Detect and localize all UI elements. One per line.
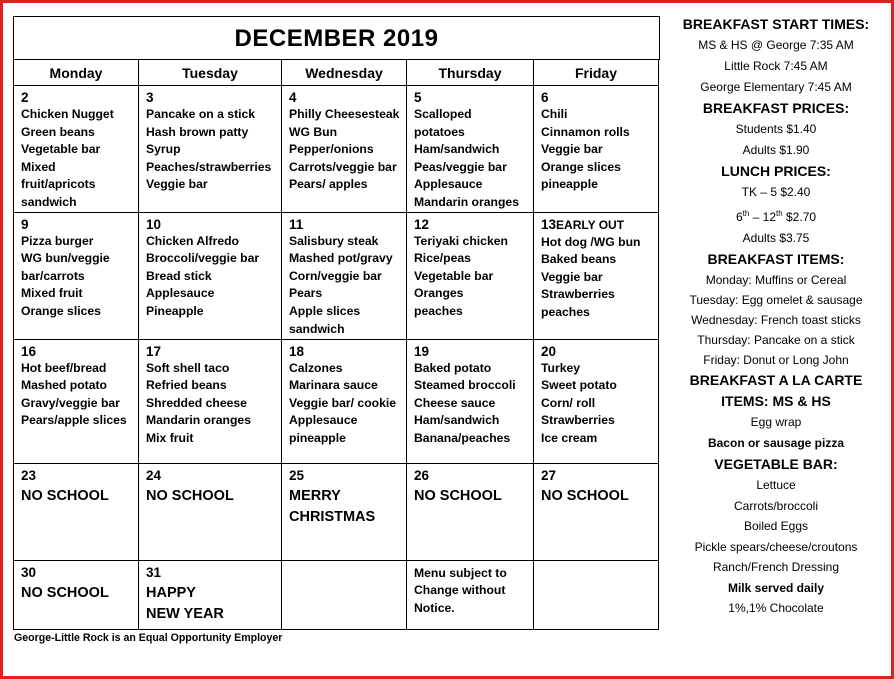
menu-item: Applesauce — [146, 286, 215, 301]
day-cell — [407, 560, 534, 629]
day-cell — [139, 463, 282, 560]
menu-item: Strawberries — [541, 413, 615, 428]
veg-bar-item: Lettuce — [756, 478, 796, 492]
menu-item: Soft shell taco — [146, 360, 230, 375]
menu-item: Mandarin oranges — [414, 194, 519, 209]
menu-item: Mixed fruit — [21, 286, 83, 301]
weekday-header: Tuesday — [139, 60, 282, 86]
day-cell — [534, 339, 659, 463]
menu-item: Cheese sauce — [414, 395, 496, 410]
menu-item: Marinara sauce — [289, 378, 378, 393]
menu-item: Pears/ apples — [289, 177, 368, 192]
day-number: 9 — [21, 216, 29, 232]
veg-bar-item: Carrots/broccoli — [733, 498, 819, 513]
menu-item: Orange slices — [541, 159, 621, 174]
week-row — [14, 463, 659, 560]
breakfast-item: Monday: Muffins or Cereal — [705, 273, 847, 287]
day-cell — [282, 212, 407, 339]
menu-item: Veggie bar — [146, 177, 208, 192]
day-status: CHRISTMAS — [289, 508, 376, 525]
menu-item: Pears — [289, 286, 323, 301]
day-cell — [534, 212, 659, 339]
day-cell — [282, 86, 407, 213]
day-note: EARLY OUT — [556, 217, 625, 232]
menu-item: Broccoli/veggie bar — [146, 251, 260, 266]
day-number: 18 — [289, 343, 305, 359]
menu-item: Scalloped — [414, 107, 472, 121]
menu-item: Change without — [414, 583, 506, 598]
day-status: NO SCHOOL — [21, 487, 109, 504]
day-number: 2 — [21, 90, 29, 105]
day-number: 13EARLY OUT — [541, 216, 625, 232]
day-cell — [282, 339, 407, 463]
menu-item: Shredded cheese — [146, 395, 247, 410]
day-number: 6 — [541, 90, 549, 105]
day-cell — [407, 463, 534, 560]
weekday-header: Thursday — [407, 60, 534, 86]
menu-item: Baked beans — [541, 252, 617, 267]
day-cell — [139, 560, 282, 629]
veg-bar-heading: VEGETABLE BAR: — [714, 456, 838, 472]
menu-item: Ham/sandwich — [414, 142, 500, 157]
lunch-prices-heading: LUNCH PRICES: — [721, 163, 831, 179]
menu-item: Mixed — [21, 159, 56, 174]
menu-item: Corn/veggie bar — [289, 268, 382, 283]
lunch-price-adults: Adults $3.75 — [742, 231, 810, 245]
menu-item: Bread stick — [146, 268, 212, 283]
menu-item: Pears/apple slices — [21, 413, 127, 428]
menu-item: Baked potato — [414, 360, 492, 375]
menu-item: WG bun/veggie — [21, 251, 110, 266]
day-number: 26 — [414, 467, 430, 483]
day-number: 4 — [289, 90, 297, 105]
menu-item: Banana/peaches — [414, 430, 511, 445]
menu-item: Hot dog /WG bun — [541, 234, 641, 249]
day-number: 19 — [414, 343, 430, 359]
equal-opportunity-footer: George-Little Rock is an Equal Opportunity Employer — [14, 632, 283, 644]
menu-item: Cinnamon rolls — [541, 124, 630, 139]
day-number: 5 — [414, 90, 422, 105]
day-cell — [534, 86, 659, 213]
menu-item: Hash brown patty — [146, 124, 249, 139]
day-status: NO SCHOOL — [541, 487, 629, 504]
day-cell — [14, 339, 139, 463]
lunch-price-6-12: 6th – 12th $2.70 — [735, 209, 817, 224]
day-cell — [282, 463, 407, 560]
menu-calendar — [13, 59, 659, 630]
milk-heading: Milk served daily — [727, 580, 825, 595]
menu-item: Veggie bar — [541, 269, 603, 284]
menu-item: fruit/apricots — [21, 177, 96, 192]
day-number: 24 — [146, 467, 162, 483]
day-number: 23 — [21, 467, 37, 483]
weekday-header-row — [14, 60, 659, 86]
menu-item: Rice/peas — [414, 251, 471, 266]
milk-item: 1%,1% Chocolate — [728, 601, 824, 615]
alacarte-item: Egg wrap — [750, 415, 802, 429]
menu-item: Veggie bar/ cookie — [289, 395, 397, 410]
breakfast-prices-heading: BREAKFAST PRICES: — [702, 100, 850, 116]
breakfast-item: Thursday: Pancake on a stick — [697, 333, 855, 347]
day-cell — [14, 86, 139, 213]
menu-item: Ice cream — [541, 430, 598, 445]
day-number: 25 — [289, 467, 305, 483]
menu-item: Calzones — [289, 360, 343, 375]
menu-item: Gravy/veggie bar — [21, 395, 120, 410]
menu-item: Oranges — [414, 286, 464, 301]
lunch-price-tk5: TK – 5 $2.40 — [741, 185, 811, 199]
day-status: NEW YEAR — [146, 605, 224, 622]
veg-bar-item: Ranch/French Dressing — [712, 560, 840, 574]
menu-item: Pineapple — [146, 303, 204, 318]
menu-item: Peaches/strawberries — [146, 159, 272, 174]
day-cell — [534, 560, 659, 629]
day-number: 10 — [146, 216, 162, 232]
menu-item: Peas/veggie bar — [414, 159, 507, 174]
menu-item: peaches — [541, 304, 590, 319]
day-cell — [282, 560, 407, 629]
day-cell — [14, 463, 139, 560]
menu-item: Corn/ roll — [541, 395, 596, 410]
day-number: 3 — [146, 90, 154, 105]
menu-item: Salisbury steak — [289, 233, 379, 248]
menu-item: Pepper/onions — [289, 142, 374, 157]
breakfast-item: Tuesday: Egg omelet & sausage — [689, 293, 863, 307]
menu-item: WG Bun — [289, 124, 338, 139]
day-cell — [407, 212, 534, 339]
menu-item: sandwich — [289, 321, 345, 336]
day-number: 20 — [541, 343, 557, 359]
menu-item: bar/carrots — [21, 268, 85, 283]
day-number: 12 — [414, 216, 430, 232]
menu-item: Turkey — [541, 360, 581, 375]
menu-item: Carrots/veggie bar — [289, 159, 397, 174]
breakfast-time: MS & HS @ George 7:35 AM — [698, 38, 854, 52]
day-number: 17 — [146, 343, 162, 359]
day-cell — [407, 86, 534, 213]
menu-item: Refried beans — [146, 378, 227, 393]
day-status: NO SCHOOL — [21, 584, 109, 601]
breakfast-times-heading: BREAKFAST START TIMES: — [682, 16, 870, 32]
menu-item: Teriyaki chicken — [414, 233, 508, 248]
calendar-title: DECEMBER 2019 — [13, 16, 660, 60]
week-row — [14, 339, 659, 463]
week-row — [14, 212, 659, 339]
breakfast-time: George Elementary 7:45 AM — [700, 80, 852, 94]
day-cell — [14, 212, 139, 339]
weekday-header: Wednesday — [282, 60, 407, 86]
veg-bar-item: Boiled Eggs — [743, 519, 809, 533]
menu-item: Mashed potato — [21, 378, 107, 393]
week-row — [14, 560, 659, 629]
breakfast-time: Little Rock 7:45 AM — [724, 59, 828, 73]
day-status: NO SCHOOL — [146, 487, 234, 504]
menu-item: peaches — [414, 303, 463, 318]
menu-item: Sweet potato — [541, 378, 617, 393]
menu-item: sandwich — [21, 194, 77, 209]
menu-item: Notice. — [414, 600, 455, 615]
day-number: 27 — [541, 467, 557, 483]
day-cell — [14, 560, 139, 629]
menu-item: pineapple — [541, 177, 598, 192]
menu-item: Vegetable bar — [414, 268, 494, 283]
alacarte-item: Bacon or sausage pizza — [707, 436, 845, 450]
menu-item: Vegetable bar — [21, 142, 101, 157]
breakfast-price: Adults $1.90 — [742, 143, 810, 157]
day-cell — [407, 339, 534, 463]
menu-item: Ham/sandwich — [414, 413, 500, 428]
menu-item: pineapple — [289, 430, 346, 445]
veg-bar-item: Pickle spears/cheese/croutons — [694, 539, 858, 554]
menu-item: Chicken Alfredo — [146, 233, 240, 248]
day-cell — [139, 339, 282, 463]
day-number: 31 — [146, 564, 162, 580]
info-sidebar — [663, 14, 889, 619]
day-status: NO SCHOOL — [414, 487, 502, 504]
menu-item: Syrup — [146, 142, 181, 157]
day-cell — [534, 463, 659, 560]
menu-item: Steamed broccoli — [414, 378, 516, 393]
menu-item: Applesauce — [414, 177, 483, 192]
day-cell — [139, 86, 282, 213]
day-status: MERRY — [289, 487, 341, 504]
day-status: HAPPY — [146, 584, 196, 601]
menu-item: Philly Cheesesteak — [289, 107, 400, 121]
menu-item: Mandarin oranges — [146, 413, 251, 428]
day-cell — [139, 212, 282, 339]
menu-item: Green beans — [21, 124, 95, 139]
menu-item: Applesauce — [289, 413, 358, 428]
menu-item: Mix fruit — [146, 430, 194, 445]
breakfast-price: Students $1.40 — [735, 122, 817, 136]
menu-item: Mashed pot/gravy — [289, 251, 393, 266]
alacarte-heading: BREAKFAST A LA CARTE — [689, 372, 863, 388]
breakfast-item: Wednesday: French toast sticks — [691, 313, 861, 327]
menu-item: Menu subject to — [414, 565, 507, 580]
day-number: 16 — [21, 343, 37, 359]
day-number: 30 — [21, 564, 37, 580]
alacarte-heading: ITEMS: MS & HS — [721, 393, 831, 409]
menu-item: Orange slices — [21, 303, 101, 318]
menu-item: Pizza burger — [21, 233, 94, 248]
menu-item: potatoes — [414, 124, 465, 139]
breakfast-items-heading: BREAKFAST ITEMS: — [707, 251, 845, 267]
menu-item: Hot beef/bread — [21, 360, 107, 375]
weekday-header: Monday — [14, 60, 139, 86]
menu-item: Chicken Nugget — [21, 107, 114, 121]
menu-item: Apple slices — [289, 303, 361, 318]
week-row — [14, 86, 659, 213]
menu-item: Veggie bar — [541, 142, 603, 157]
menu-item: Strawberries — [541, 287, 615, 302]
breakfast-item: Friday: Donut or Long John — [703, 353, 849, 367]
weekday-header: Friday — [534, 60, 659, 86]
day-number: 11 — [289, 216, 304, 232]
menu-item: Chili — [541, 107, 568, 121]
menu-item: Pancake on a stick — [146, 107, 256, 121]
